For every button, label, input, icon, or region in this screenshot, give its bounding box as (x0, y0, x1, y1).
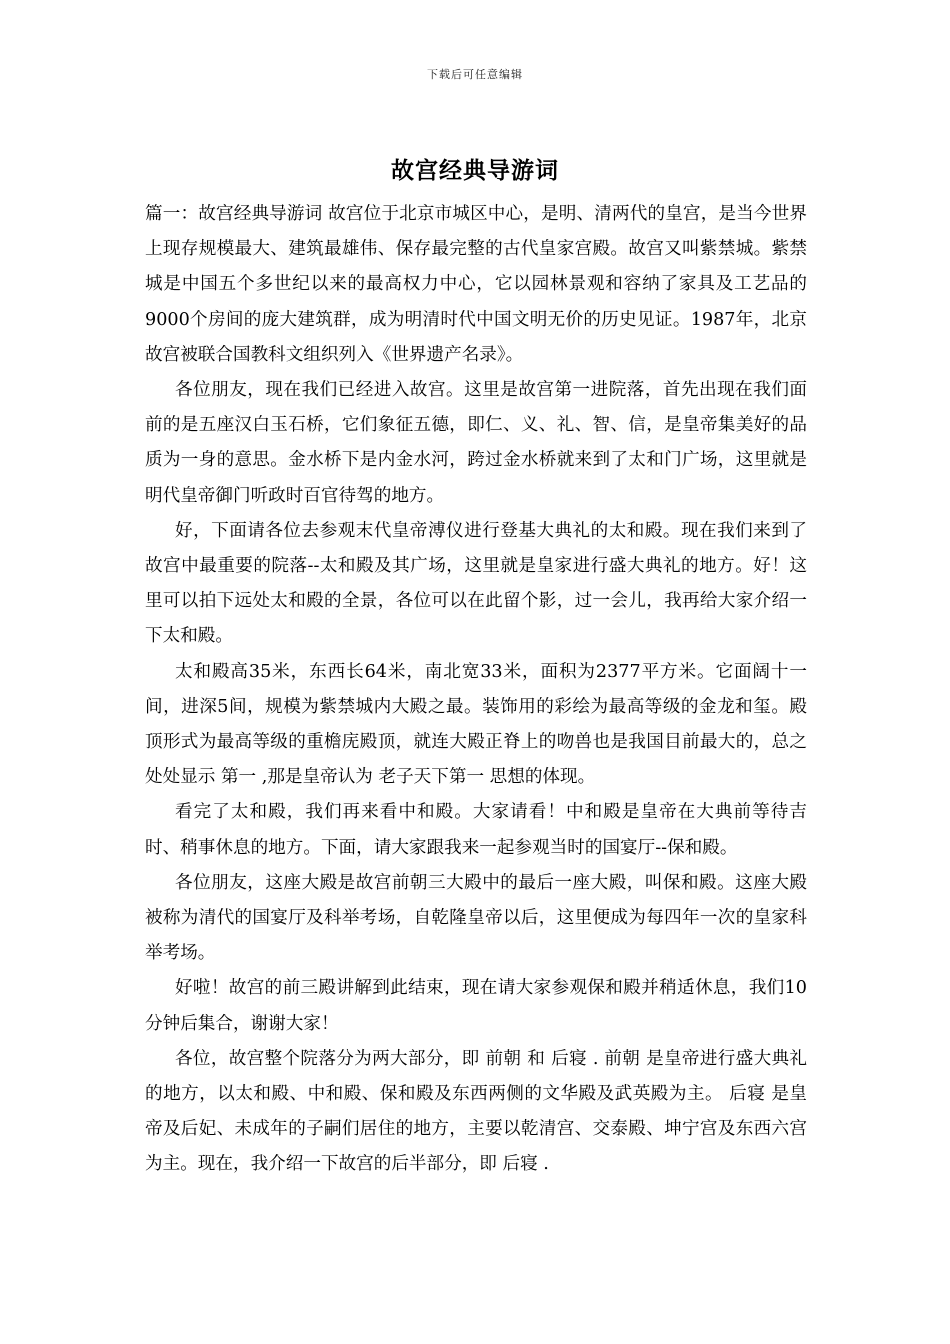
paragraph: 各位，故宫整个院落分为两大部分，即 前朝 和 后寝 . 前朝 是皇帝进行盛大典礼的地方，以太和殿、中和殿、保和殿及东西两侧的文华殿及武英殿为主。 后寝 是皇帝及后妃、未成年的子嗣们居住的地方，主要以乾清宫、交泰殿、坤宁宫及东西六宫为主。现在，我介绍一下故宫的后半部分，即 后寝 . (145, 1048, 807, 1175)
paragraph: 好啦！故宫的前三殿讲解到此结束，现在请大家参观保和殿并稍适休息，我们10分钟后集合，谢谢大家！ (145, 978, 807, 1034)
paragraph: 好，下面请各位去参观末代皇帝溥仪进行登基大典礼的太和殿。现在我们来到了故宫中最重要的院落--太和殿及其广场，这里就是皇家进行盛大典礼的地方。好！这里可以拍下远处太和殿的全景，各位可以在此留个影，过一会儿，我再给大家介绍一下太和殿。 (145, 520, 807, 647)
paragraph: 太和殿高35米，东西长64米，南北宽33米，面积为2377平方米。它面阔十一间，进深5间，规模为紫禁城内大殿之最。装饰用的彩绘为最高等级的金龙和玺。殿顶形式为最高等级的重檐庑殿顶，就连大殿正脊上的吻兽也是我国目前最大的，总之处处显示 第一 ,那是皇帝认为 老子天下第一 思想的体现。 (145, 661, 807, 788)
paragraph: 各位朋友，这座大殿是故宫前朝三大殿中的最后一座大殿，叫保和殿。这座大殿被称为清代的国宴厅及科举考场，自乾隆皇帝以后，这里便成为每四年一次的皇家科举考场。 (145, 872, 807, 964)
header-note: 下载后可任意编辑 (427, 68, 523, 81)
paragraph: 看完了太和殿，我们再来看中和殿。大家请看！中和殿是皇帝在大典前等待吉时、稍事休息的地方。下面，请大家跟我来一起参观当时的国宴厅--保和殿。 (145, 802, 807, 858)
paragraph-intro: 篇一：故宫经典导游词 故宫位于北京市城区中心，是明、清两代的皇宫，是当今世界上现存规模最大、建筑最雄伟、保存最完整的古代皇家宫殿。故宫又叫紫禁城。紫禁城是中国五个多世纪以来的最高权力中心，它以园林景观和容纳了家具及工艺品的9000个房间的庞大建筑群，成为明清时代中国文明无价的历史见证。1987年，北京故宫被联合国教科文组织列入《世界遗产名录》。 (145, 204, 807, 365)
document-title: 故宫经典导游词 (391, 157, 559, 184)
paragraph: 各位朋友，现在我们已经进入故宫。这里是故宫第一进院落，首先出现在我们面前的是五座汉白玉石桥，它们象征五德，即仁、义、礼、智、信，是皇帝集美好的品质为一身的意思。金水桥下是内金水河，跨过金水桥就来到了太和门广场，这里就是明代皇帝御门听政时百官待驾的地方。 (145, 380, 807, 506)
document-body (145, 197, 807, 1183)
